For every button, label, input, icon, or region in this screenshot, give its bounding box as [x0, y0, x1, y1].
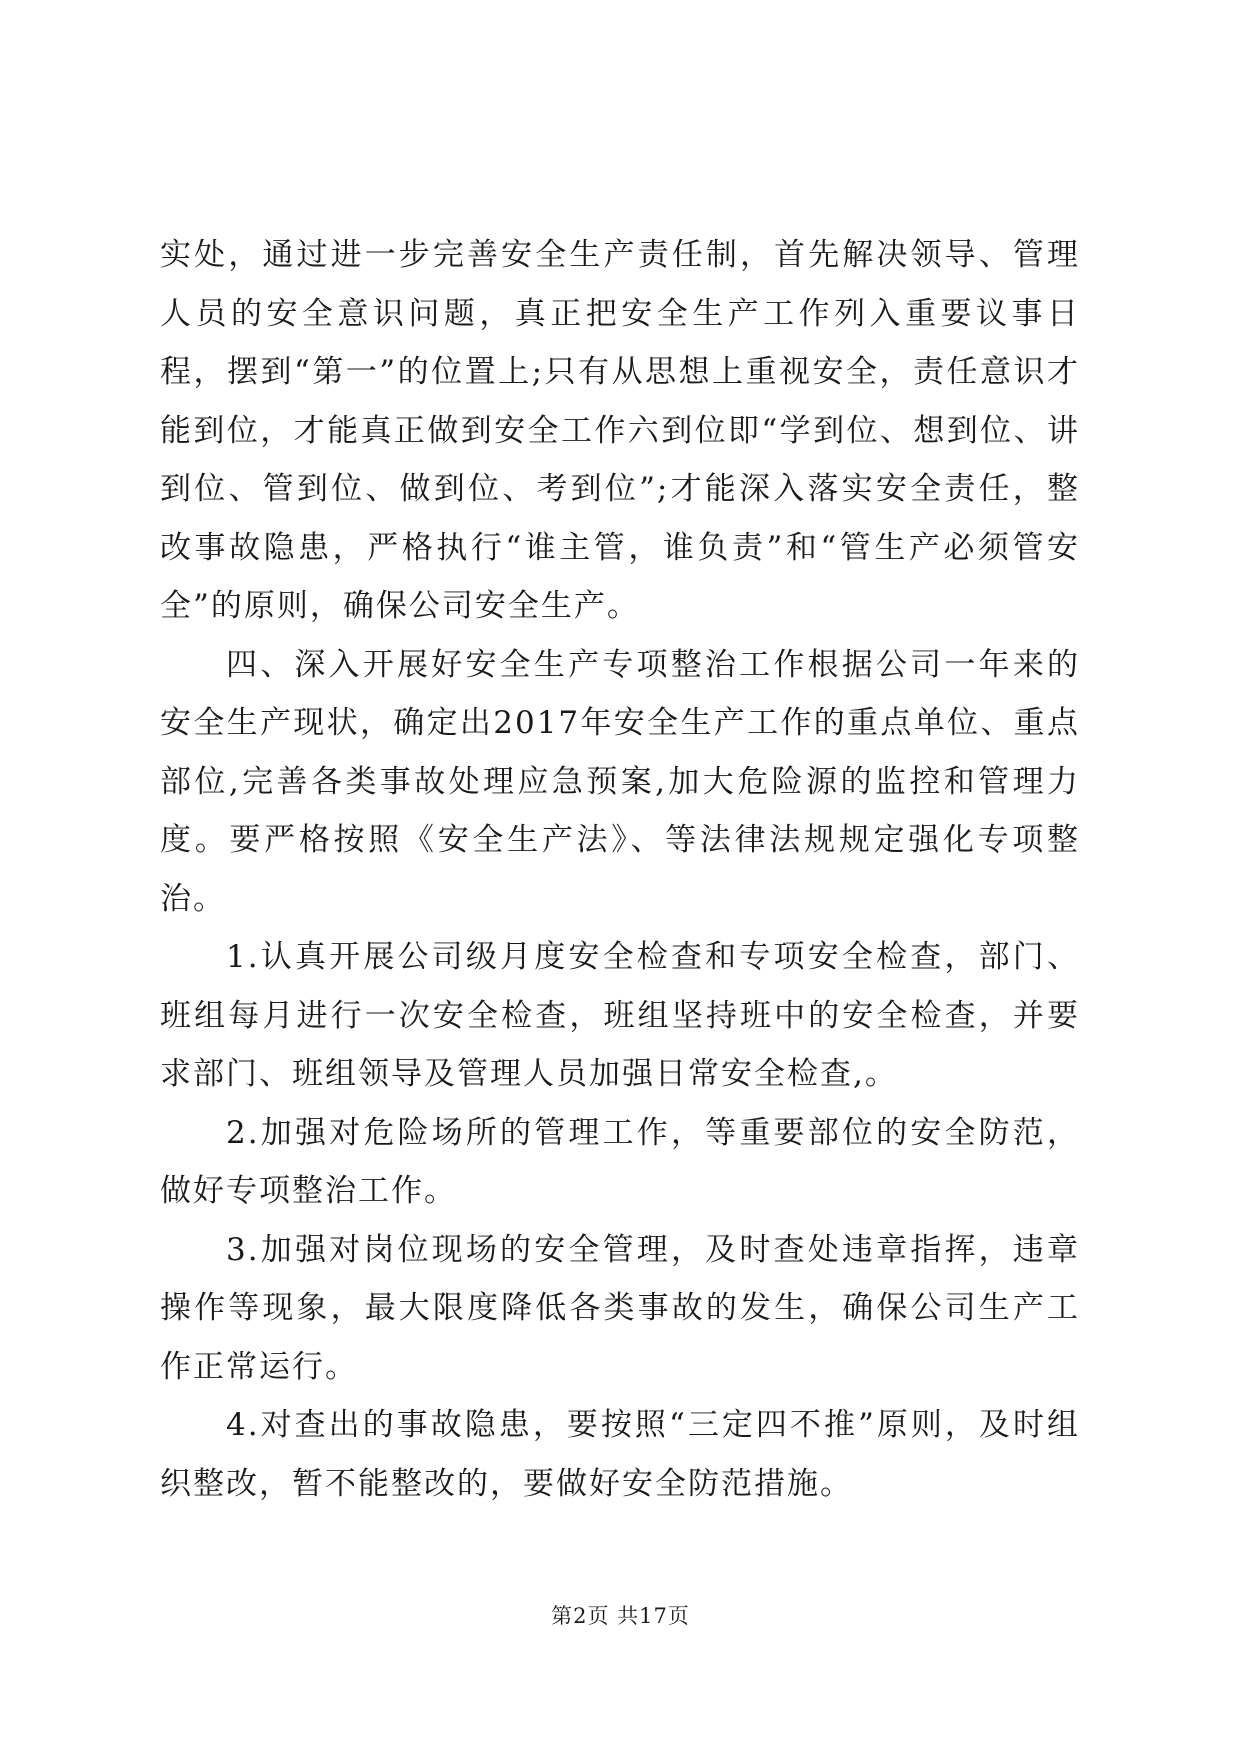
- paragraph-section-four: 四、深入开展好安全生产专项整治工作根据公司一年来的安全生产现状，确定出2017年安全生产工作的重点单位、重点部位,完善各类事故处理应急预案,加大危险源的监控和管理力度。要严格按照《安全生产法》、等法律法规规定强化专项整治。: [160, 646, 1080, 917]
- paragraph-item-1: 1.认真开展公司级月度安全检查和专项安全检查，部门、班组每月进行一次安全检查，班组坚持班中的安全检查，并要求部门、班组领导及管理人员加强日常安全检查,。: [160, 939, 1080, 1092]
- paragraph-item-4: 4.对查出的事故隐患，要按照“三定四不推”原则，及时组织整改，暂不能整改的，要做好安全防范措施。: [160, 1407, 1080, 1502]
- paragraph-continuation: 实处，通过进一步完善安全生产责任制，首先解决领导、管理人员的安全意识问题，真正把安全生产工作列入重要议事日程，摆到“第一”的位置上;只有从思想上重视安全，责任意识才能到位，才能真正做到安全工作六到位即“学到位、想到位、讲到位、管到位、做到位、考到位”;才能深入落实安全责任，整改事故隐患，严格执行“谁主管，谁负责”和“管生产必须管安全”的原则，确保公司安全生产。: [160, 237, 1080, 624]
- paragraph-item-3: 3.加强对岗位现场的安全管理，及时查处违章指挥，违章操作等现象，最大限度降低各类事故的发生，确保公司生产工作正常运行。: [160, 1231, 1080, 1385]
- paragraph-item-2: 2.加强对危险场所的管理工作，等重要部位的安全防范，做好专项整治工作。: [160, 1114, 1080, 1209]
- page-number-footer: 第2页 共17页: [551, 1604, 690, 1628]
- document-body: [160, 226, 1080, 1513]
